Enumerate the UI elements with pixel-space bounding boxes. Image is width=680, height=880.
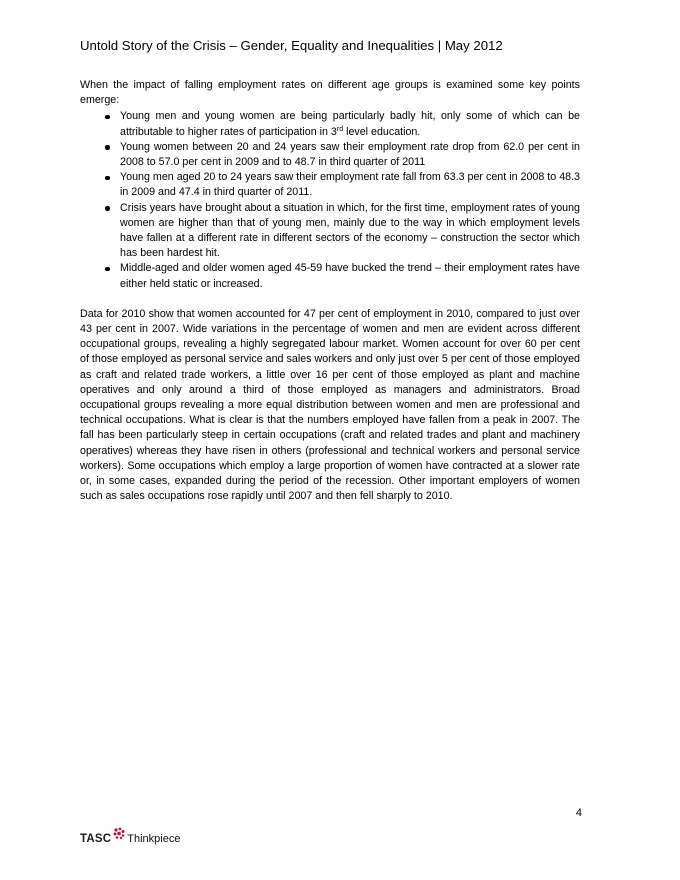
list-item-text: Young women between 20 and 24 years saw their employment rate drop from 62.0 per cent in 2008 to 57.0 per cent in 2009 and to 48.7 in third quarter of 2011 [120,140,580,169]
bullet-icon [105,170,115,180]
superscript: rd [336,125,344,133]
tasc-logo-icon [112,827,126,845]
bullet-icon [105,201,115,211]
logo-subtext: Thinkpiece [127,833,181,845]
list-item [120,140,580,170]
list-item [120,201,580,262]
bullet-icon [105,140,115,150]
bullet-icon [105,109,115,119]
list-item [120,170,580,200]
list-item-text: Crisis years have brought about a situation in which, for the first time, employment rates of young women are higher than that of young men, mainly due to the way in which employment levels have fallen at a different rate in different sectors of the economy – construction the sector which has been hardest hit. [120,201,580,260]
body-paragraph: Data for 2010 show that women accounted for 47 per cent of employment in 2010, compared to just over 43 per cent in 2007. Wide variations in the percentage of women and men are evident across different occupational groups, revealing a highly segregated labour market. Women account for over 60 per cent of those employed as personal service and sales workers and only just over 5 per cent of those employed as craft and related trade workers, a little over 16 per cent of those employed as plant and machine operatives and only around a third of those employed as managers and administrators. Broad occupational groups revealing a more equal distribution between women and men are professional and technical occupations. What is clear is that the numbers employed have fallen from a peak in 2007. The fall has been particularly steep in certain occupations (craft and related trades and plant and machinery operatives) whereas they have risen in others (professional and technical workers and personal service workers). Some occupations which employ a large proportion of women have contracted at a slower rate or, in some cases, expanded during the period of the recession. Other important employers of women such as sales occupations rose rapidly until 2007 and then fell sharply to 2010. [80,307,580,503]
running-header: Untold Story of the Crisis – Gender, Equality and Inequalities | May 2012 [80,38,503,53]
footer-logo [80,823,180,845]
list-item [120,261,580,291]
list-item-text: Young men and young women are being particularly badly hit, only some of which can be attributable to higher rates of participation in 3rd level education. [120,110,580,138]
page-number: 4 [575,807,582,819]
list-item-text: Young men aged 20 to 24 years saw their employment rate fall from 63.3 per cent in 2008 to 48.3 in 2009 and 47.4 in third quarter of 2011. [120,171,580,199]
intro-paragraph: When the impact of falling employment rates on different age groups is examined some key points emerge: [80,79,580,107]
page-body [80,78,580,504]
bullet-icon [105,261,115,271]
key-points-list [80,109,580,291]
logo-wordmark: TASC [80,833,112,845]
list-item-text: Middle-aged and older women aged 45-59 have bucked the trend – their employment rates have either held static or increased. [120,262,580,290]
list-item [120,109,580,139]
